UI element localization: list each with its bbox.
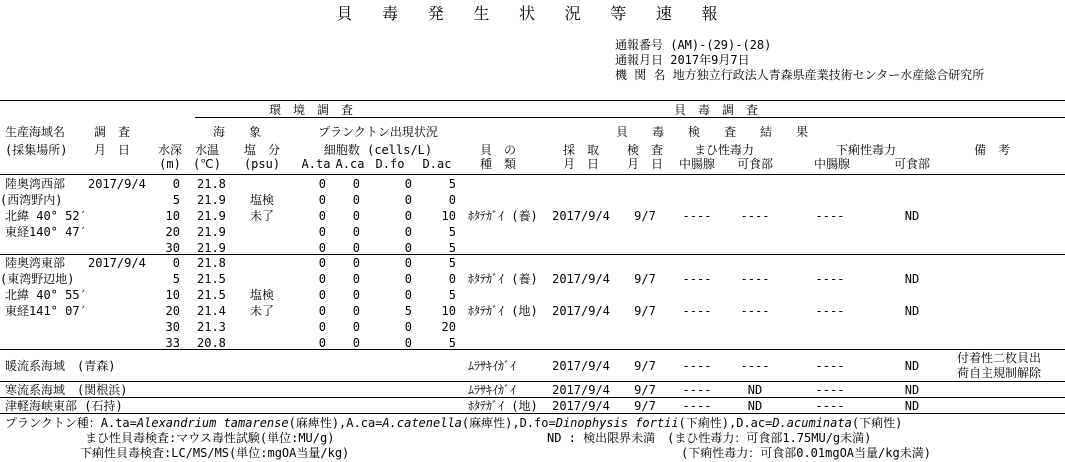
east-psp-gut-2: ---- — [682, 304, 712, 318]
west-date: 2017/9/4 — [88, 177, 146, 191]
rule-top — [0, 100, 1065, 101]
west-psp-gut: ---- — [682, 209, 712, 223]
area-header: 生産海域名 — [5, 125, 66, 139]
east-aca-cell: 0 — [352, 256, 360, 270]
east-temp-cell: 21.3 — [197, 320, 226, 334]
west-dfo-cell: 0 — [404, 225, 412, 239]
east-depth-cell: 30 — [165, 320, 180, 334]
east-dac-cell: 0 — [448, 272, 456, 286]
warm-psp-edible: ---- — [740, 359, 770, 373]
salinity-unit: (psu) — [243, 157, 281, 171]
east-depth-cell: 20 — [165, 304, 180, 318]
rule-warm-bottom — [0, 381, 1065, 382]
shell-kind-header: 貝 の — [479, 143, 517, 157]
footer-psp-method: まひ性貝毒検査:マウス毒性試験(単位:MU/g) — [85, 431, 335, 445]
cells-header: 細胞数 (cells/L) — [323, 143, 433, 157]
cold-psp-edible: ND — [747, 383, 763, 397]
west-psp-edible: ---- — [740, 209, 770, 223]
psp-gut-header: 中腸腺 — [678, 157, 716, 171]
east-dac-cell: 5 — [448, 336, 456, 350]
shell-kind-sub: 種 類 — [479, 157, 517, 171]
west-place: (西湾野内) — [0, 193, 63, 207]
rule-tsugaru-bottom — [0, 413, 1065, 414]
notes-header: 備 考 — [973, 143, 1011, 157]
cold-inspect-date: 9/7 — [634, 383, 656, 397]
warm-dsp-gut: ---- — [815, 359, 845, 373]
east-aca-cell: 0 — [352, 304, 360, 318]
west-dfo-cell: 0 — [404, 209, 412, 223]
east-dac-cell: 5 — [448, 256, 456, 270]
psp-header: まひ性毒力 — [693, 143, 755, 157]
temp-header: 水温 — [194, 143, 220, 157]
dsp-edible-header: 可食部 — [893, 157, 931, 171]
west-lat: 北緯 40° 52′ — [5, 209, 87, 223]
species-dac: D.ac — [422, 157, 452, 171]
west-depth-cell: 5 — [172, 193, 180, 207]
cold-name: 寒流系海域 (関根浜) — [5, 383, 128, 397]
dsp-header: 下痢性毒力 — [835, 143, 897, 157]
west-aca-cell: 0 — [352, 241, 360, 255]
west-depth-cell: 30 — [165, 241, 180, 255]
west-aca-cell: 0 — [352, 177, 360, 191]
west-shell: ﾎﾀﾃｶﾞｲ (養) — [468, 209, 538, 223]
west-aca-cell: 0 — [352, 209, 360, 223]
cold-sample-date: 2017/9/4 — [552, 383, 610, 397]
west-dfo-cell: 0 — [404, 193, 412, 207]
east-dsp-edible-2: ND — [904, 304, 920, 318]
footer-dsp-note: (下痢性毒力：可食部0.01mgOA当量/kg未満) — [681, 446, 931, 460]
shellfish-heading: 貝 毒 調 査 — [673, 103, 759, 117]
rule-env — [195, 117, 468, 118]
east-temp-cell: 21.5 — [197, 288, 226, 302]
west-ata-cell: 0 — [318, 193, 326, 207]
east-lon: 東経141° 07′ — [5, 304, 87, 318]
cold-dsp-edible: ND — [904, 383, 920, 397]
east-aca-cell: 0 — [352, 320, 360, 334]
west-salinity: 塩検 — [249, 193, 275, 207]
west-depth-cell: 0 — [172, 177, 180, 191]
east-dsp-gut-2: ---- — [815, 304, 845, 318]
east-dsp-edible-1: ND — [904, 272, 920, 286]
east-ata-cell: 0 — [318, 320, 326, 334]
date-header: 調 査 — [93, 125, 131, 139]
west-dac-cell: 0 — [448, 193, 456, 207]
east-inspect-date-2: 9/7 — [634, 304, 656, 318]
east-temp-cell: 20.8 — [197, 336, 226, 350]
west-name: 陸奥湾西部 — [5, 177, 66, 191]
west-ata-cell: 0 — [318, 209, 326, 223]
west-temp-cell: 21.9 — [197, 209, 226, 223]
east-inspect-date-1: 9/7 — [634, 272, 656, 286]
east-salinity2: 未了 — [249, 304, 275, 318]
west-dsp-gut: ---- — [815, 209, 845, 223]
report-date: 通報月日 2017年9月7日 — [615, 53, 750, 67]
result-header: 貝 毒 検 査 結 果 — [615, 125, 809, 139]
east-name: 陸奥湾東部 — [5, 256, 66, 270]
west-temp-cell: 21.9 — [197, 241, 226, 255]
west-depth-cell: 10 — [165, 209, 180, 223]
report-number: 通報番号 (AM)-(29)-(28) — [615, 38, 772, 52]
cold-psp-gut: ---- — [682, 383, 712, 397]
west-salinity2: 未了 — [249, 209, 275, 223]
rule-east-bottom — [0, 349, 1065, 350]
west-dac-cell: 5 — [448, 225, 456, 239]
warm-inspect-date: 9/7 — [634, 359, 656, 373]
east-dac-cell: 5 — [448, 288, 456, 302]
east-temp-cell: 21.8 — [197, 256, 226, 270]
species-aca: A.ca — [335, 157, 365, 171]
warm-shell: ﾑﾗｻｷｲｶﾞｲ — [468, 359, 517, 373]
east-dfo-cell: 5 — [404, 304, 412, 318]
tsugaru-dsp-edible: ND — [904, 399, 920, 413]
east-psp-edible-1: ---- — [740, 272, 770, 286]
depth-header: 水深 — [157, 143, 183, 157]
east-date: 2017/9/4 — [88, 256, 146, 270]
west-temp-cell: 21.9 — [197, 225, 226, 239]
west-dac-cell: 5 — [448, 177, 456, 191]
west-depth-cell: 20 — [165, 225, 180, 239]
east-lat: 北緯 40° 55′ — [5, 288, 87, 302]
cold-dsp-gut: ---- — [815, 383, 845, 397]
west-aca-cell: 0 — [352, 193, 360, 207]
report-agency: 機 関 名 地方独立行政法人青森県産業技術センター水産総合研究所 — [615, 68, 985, 82]
east-ata-cell: 0 — [318, 256, 326, 270]
east-sample-date-1: 2017/9/4 — [552, 272, 610, 286]
east-shell-1: ﾎﾀﾃｶﾞｲ (養) — [468, 272, 538, 286]
east-depth-cell: 33 — [165, 336, 180, 350]
rule-cold-bottom — [0, 397, 1065, 398]
east-depth-cell: 0 — [172, 256, 180, 270]
species-dfo: D.fo — [375, 157, 405, 171]
west-ata-cell: 0 — [318, 225, 326, 239]
date-sub-header: 月 日 — [93, 143, 131, 157]
east-dac-cell: 10 — [441, 304, 456, 318]
warm-dsp-edible: ND — [904, 359, 920, 373]
east-temp-cell: 21.5 — [197, 272, 226, 286]
east-psp-edible-2: ---- — [740, 304, 770, 318]
west-inspect-date: 9/7 — [634, 209, 656, 223]
rule-west-bottom — [0, 254, 1065, 255]
warm-note-2: 荷自主規制解除 — [957, 366, 1042, 380]
plankton-header: プランクトン出現状況 — [318, 125, 438, 139]
west-sample-date: 2017/9/4 — [552, 209, 610, 223]
page-title: 貝 毒 発 生 状 況 等 速 報 — [336, 4, 728, 23]
tsugaru-name: 津軽海峡東部 (石持) — [5, 399, 123, 413]
warm-psp-gut: ---- — [682, 359, 712, 373]
sampling-sub: 月 日 — [562, 157, 600, 171]
east-dfo-cell: 0 — [404, 272, 412, 286]
warm-name: 暖流系海域 (青森) — [5, 359, 116, 373]
east-dfo-cell: 0 — [404, 256, 412, 270]
warm-sample-date: 2017/9/4 — [552, 359, 610, 373]
footer-plankton-legend: プランクトン種：A.ta=Alexandrium tamarense(麻痺性),A.ca=A.catenella(麻痺性),D.fo=Dinophysis fortii(下痢性),D.ac=D.acuminata(下痢性) — [5, 416, 903, 430]
east-depth-cell: 10 — [165, 288, 180, 302]
east-ata-cell: 0 — [318, 304, 326, 318]
inspection-sub: 月 日 — [626, 157, 664, 171]
warm-note-1: 付着性二枚貝出 — [957, 351, 1042, 365]
east-dac-cell: 20 — [441, 320, 456, 334]
east-psp-gut-1: ---- — [682, 272, 712, 286]
east-dsp-gut-1: ---- — [815, 272, 845, 286]
area-sub-header: (採集場所) — [5, 143, 68, 157]
east-ata-cell: 0 — [318, 336, 326, 350]
east-aca-cell: 0 — [352, 272, 360, 286]
west-aca-cell: 0 — [352, 225, 360, 239]
west-temp-cell: 21.8 — [197, 177, 226, 191]
west-dac-cell: 10 — [441, 209, 456, 223]
rule-header-bottom — [0, 174, 1065, 175]
tsugaru-dsp-gut: ---- — [815, 399, 845, 413]
sampling-header: 採 取 — [562, 143, 600, 157]
east-dfo-cell: 0 — [404, 288, 412, 302]
species-ata: A.ta — [301, 157, 331, 171]
west-dac-cell: 5 — [448, 241, 456, 255]
east-ata-cell: 0 — [318, 288, 326, 302]
salinity-header: 塩 分 — [243, 143, 281, 157]
footer-nd-note: ND : 検出限界未満 (まひ性毒力：可食部1.75MU/g未満) — [547, 431, 872, 445]
east-salinity: 塩検 — [249, 288, 275, 302]
temp-unit: (℃) — [193, 157, 221, 171]
sea-header: 海 象 — [212, 125, 262, 139]
depth-unit: (m) — [159, 157, 181, 171]
east-dfo-cell: 0 — [404, 336, 412, 350]
tsugaru-sample-date: 2017/9/4 — [552, 399, 610, 413]
east-sample-date-2: 2017/9/4 — [552, 304, 610, 318]
west-ata-cell: 0 — [318, 241, 326, 255]
tsugaru-psp-edible: ND — [747, 399, 763, 413]
rule-shellfish — [468, 117, 1065, 118]
east-dfo-cell: 0 — [404, 320, 412, 334]
east-depth-cell: 5 — [172, 272, 180, 286]
east-temp-cell: 21.4 — [197, 304, 226, 318]
cold-shell: ﾑﾗｻｷｲｶﾞｲ — [468, 383, 517, 397]
inspection-header: 検 査 — [626, 143, 664, 157]
east-shell-2: ﾎﾀﾃｶﾞｲ (地) — [468, 304, 538, 318]
east-aca-cell: 0 — [352, 336, 360, 350]
west-dsp-edible: ND — [904, 209, 920, 223]
west-dfo-cell: 0 — [404, 241, 412, 255]
east-ata-cell: 0 — [318, 272, 326, 286]
west-ata-cell: 0 — [318, 177, 326, 191]
tsugaru-inspect-date: 9/7 — [634, 399, 656, 413]
east-place: (東湾野辺地) — [0, 272, 75, 286]
env-heading: 環 境 調 査 — [268, 103, 354, 117]
west-lon: 東経140° 47′ — [5, 225, 87, 239]
tsugaru-shell: ﾎﾀﾃｶﾞｲ (地) — [468, 399, 538, 413]
footer-dsp-method: 下痢性貝毒検査:LC/MS/MS(単位:mgOA当量/kg) — [80, 446, 350, 460]
west-dfo-cell: 0 — [404, 177, 412, 191]
psp-edible-header: 可食部 — [736, 157, 774, 171]
dsp-gut-header: 中腸腺 — [813, 157, 851, 171]
tsugaru-psp-gut: ---- — [682, 399, 712, 413]
east-aca-cell: 0 — [352, 288, 360, 302]
west-temp-cell: 21.9 — [197, 193, 226, 207]
